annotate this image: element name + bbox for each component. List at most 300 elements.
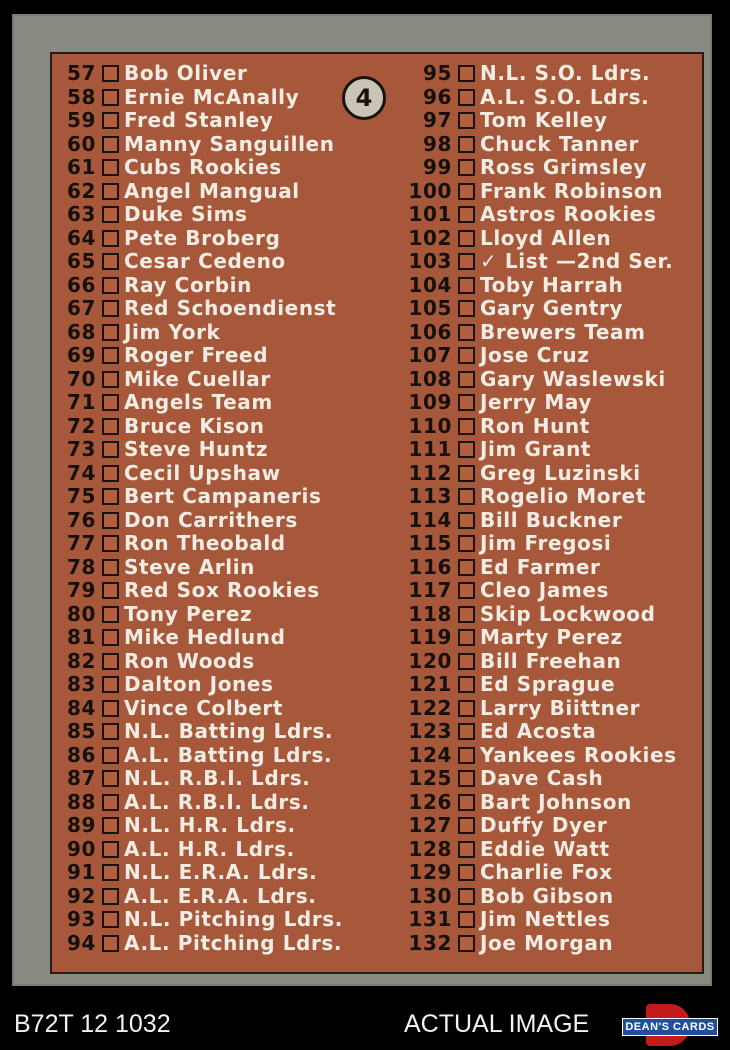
- checklist-row: [400, 227, 700, 251]
- card-number: 61: [66, 155, 96, 179]
- checklist-row: [56, 321, 376, 345]
- player-name: Ron Theobald: [124, 531, 286, 555]
- checkbox[interactable]: [102, 324, 119, 341]
- card-number: 66: [66, 272, 96, 297]
- checkbox[interactable]: [458, 183, 475, 200]
- checkbox[interactable]: [458, 935, 475, 952]
- card-number: 107: [408, 343, 452, 367]
- checkbox[interactable]: [102, 347, 119, 364]
- checklist-left-column: [56, 62, 376, 955]
- checkbox[interactable]: [458, 911, 475, 928]
- checkbox[interactable]: [458, 465, 475, 482]
- card-number: 100: [408, 178, 452, 203]
- card-number: 71: [66, 390, 96, 414]
- card-number: 74: [66, 460, 96, 485]
- player-name: Duffy Dyer: [480, 813, 608, 837]
- player-name: Bob Gibson: [480, 883, 614, 908]
- player-name: Bill Freehan: [480, 648, 622, 673]
- card-number: 118: [408, 601, 452, 626]
- player-name: Eddie Watt: [480, 836, 610, 861]
- card-number: 68: [66, 319, 96, 344]
- player-name: Gary Waslewski: [480, 366, 666, 391]
- card-number: 77: [66, 531, 96, 555]
- player-name: N.L. E.R.A. Ldrs.: [124, 860, 318, 884]
- checklist-row: [56, 814, 376, 838]
- checklist-panel: [50, 52, 704, 974]
- checkbox[interactable]: [102, 277, 119, 294]
- checkbox[interactable]: [458, 277, 475, 294]
- player-name: A.L. Pitching Ldrs.: [124, 930, 343, 955]
- player-name: Ron Woods: [124, 648, 255, 673]
- checkbox[interactable]: [102, 653, 119, 670]
- player-name: Chuck Tanner: [480, 131, 639, 156]
- checklist-row: [56, 908, 376, 932]
- card-number: 103: [408, 249, 452, 273]
- checklist-row: [56, 697, 376, 721]
- card-number: 97: [422, 108, 452, 132]
- player-name: Don Carrithers: [124, 507, 298, 532]
- card-number: 108: [408, 366, 452, 391]
- player-name: N.L. Batting Ldrs.: [124, 719, 334, 743]
- checklist-row: [400, 133, 700, 157]
- checklist-row: [56, 744, 376, 768]
- checklist-row: [56, 227, 376, 251]
- checklist-number-badge: 4: [342, 76, 386, 120]
- checklist-row: [400, 744, 700, 768]
- player-name: Angel Mangual: [124, 178, 300, 203]
- checkbox[interactable]: [102, 747, 119, 764]
- card-number: 96: [422, 84, 452, 109]
- checkbox[interactable]: [458, 700, 475, 717]
- player-name: Jose Cruz: [480, 343, 590, 367]
- checkbox[interactable]: [102, 300, 119, 317]
- player-name: Marty Perez: [480, 625, 623, 649]
- card-number: 88: [66, 789, 96, 814]
- card-number: 67: [66, 296, 96, 320]
- card-number: 64: [66, 225, 96, 250]
- card-number: 84: [66, 695, 96, 720]
- checkbox[interactable]: [102, 864, 119, 881]
- checklist-row: [400, 861, 700, 885]
- checklist-row: [56, 462, 376, 486]
- checklist-row: [56, 932, 376, 956]
- card-number: 86: [66, 742, 96, 767]
- player-name: Fred Stanley: [124, 108, 274, 132]
- checkbox[interactable]: [102, 112, 119, 129]
- checkbox[interactable]: [458, 653, 475, 670]
- player-name: Bob Oliver: [124, 61, 248, 85]
- card-number: 127: [408, 813, 452, 837]
- checklist-row: [400, 344, 700, 368]
- card-number: 83: [66, 672, 96, 696]
- checkbox[interactable]: [102, 582, 119, 599]
- player-name: Ed Acosta: [480, 719, 597, 743]
- card-number: 93: [66, 907, 96, 931]
- card-number: 130: [408, 883, 452, 908]
- checkbox[interactable]: [458, 582, 475, 599]
- player-name: Jim Nettles: [480, 907, 611, 931]
- checklist-row: [400, 532, 700, 556]
- checklist-row: [400, 603, 700, 627]
- player-name: Angels Team: [124, 390, 273, 414]
- checklist-row: [400, 908, 700, 932]
- player-name: Ross Grimsley: [480, 155, 648, 179]
- player-name: Jim Fregosi: [480, 531, 612, 555]
- checkbox[interactable]: [458, 888, 475, 905]
- player-name: Larry Biittner: [480, 695, 641, 720]
- card-number: 105: [408, 296, 452, 320]
- checklist-row: [56, 62, 376, 86]
- checkbox[interactable]: [458, 559, 475, 576]
- card-number: 98: [422, 131, 452, 156]
- checklist-row: [400, 485, 700, 509]
- checklist-row: [400, 556, 700, 580]
- actual-image-label: ACTUAL IMAGE: [404, 1010, 590, 1038]
- player-name: Joe Morgan: [480, 930, 614, 955]
- card-number: 126: [408, 789, 452, 814]
- checkbox[interactable]: [102, 253, 119, 270]
- player-name: Rogelio Moret: [480, 484, 646, 508]
- player-name: Mike Hedlund: [124, 625, 286, 649]
- checkbox[interactable]: [458, 300, 475, 317]
- checklist-row: [56, 532, 376, 556]
- card-number: 91: [66, 860, 96, 884]
- checkbox[interactable]: [458, 535, 475, 552]
- card-number: 106: [408, 319, 452, 344]
- checklist-row: [400, 415, 700, 439]
- checkbox[interactable]: [458, 441, 475, 458]
- card-number: 123: [408, 719, 452, 743]
- player-name: A.L. E.R.A. Ldrs.: [124, 883, 317, 908]
- player-name: Tom Kelley: [480, 108, 608, 132]
- checkbox[interactable]: [102, 65, 119, 82]
- player-name: Astros Rookies: [480, 202, 657, 226]
- checkbox[interactable]: [102, 418, 119, 435]
- checkbox[interactable]: [458, 723, 475, 740]
- checklist-row: [400, 673, 700, 697]
- checkbox[interactable]: [102, 559, 119, 576]
- player-name: Skip Lockwood: [480, 601, 656, 626]
- checkbox[interactable]: [102, 159, 119, 176]
- card-number: 89: [66, 813, 96, 837]
- checklist-row: [400, 720, 700, 744]
- card-number: 85: [66, 719, 96, 743]
- checkbox[interactable]: [102, 394, 119, 411]
- card-number: 72: [66, 413, 96, 438]
- checkbox[interactable]: [458, 159, 475, 176]
- player-name: Yankees Rookies: [480, 742, 677, 767]
- player-name: Bart Johnson: [480, 789, 632, 814]
- checklist-row: [56, 767, 376, 791]
- checklist-row: [56, 509, 376, 533]
- checklist-row: [56, 297, 376, 321]
- card-number: 114: [408, 507, 452, 532]
- player-name: A.L. S.O. Ldrs.: [480, 84, 650, 109]
- checkbox[interactable]: [458, 841, 475, 858]
- checklist-row: [56, 203, 376, 227]
- checklist-row: [56, 344, 376, 368]
- card-number: 92: [66, 883, 96, 908]
- checklist-card: [12, 14, 712, 986]
- checkbox[interactable]: [458, 512, 475, 529]
- checkbox[interactable]: [458, 747, 475, 764]
- checklist-row: [56, 673, 376, 697]
- checklist-row: [400, 462, 700, 486]
- checklist-row: [400, 368, 700, 392]
- checkbox[interactable]: [102, 183, 119, 200]
- checklist-row: [400, 391, 700, 415]
- checkbox[interactable]: [458, 864, 475, 881]
- card-number: 63: [66, 202, 96, 226]
- card-number: 58: [66, 84, 96, 109]
- card-number: 125: [408, 766, 452, 790]
- card-number: 82: [66, 648, 96, 673]
- card-number: 122: [408, 695, 452, 720]
- checklist-row: [56, 603, 376, 627]
- checkbox[interactable]: [102, 700, 119, 717]
- checklist-row: [56, 86, 376, 110]
- card-number: 132: [408, 930, 452, 955]
- checkbox[interactable]: [102, 935, 119, 952]
- checklist-row: [400, 109, 700, 133]
- player-name: N.L. H.R. Ldrs.: [124, 813, 296, 837]
- checklist-row: [56, 861, 376, 885]
- card-number: 111: [408, 437, 452, 461]
- player-name: Bert Campaneris: [124, 484, 322, 508]
- card-number: 57: [66, 61, 96, 85]
- checklist-row: [56, 791, 376, 815]
- checklist-row: [56, 885, 376, 909]
- checkbox[interactable]: [102, 676, 119, 693]
- card-number: 129: [408, 860, 452, 884]
- checklist-row: [56, 180, 376, 204]
- checklist-row: [56, 133, 376, 157]
- player-name: A.L. R.B.I. Ldrs.: [124, 789, 310, 814]
- checkbox[interactable]: [458, 606, 475, 623]
- checklist-row: [56, 250, 376, 274]
- checklist-row: [400, 650, 700, 674]
- player-name: Ed Sprague: [480, 672, 616, 696]
- card-number: 60: [66, 131, 96, 156]
- checklist-row: [56, 415, 376, 439]
- checklist-row: [56, 109, 376, 133]
- checklist-row: [400, 156, 700, 180]
- checkbox[interactable]: [458, 676, 475, 693]
- checkbox[interactable]: [102, 911, 119, 928]
- checklist-row: [56, 556, 376, 580]
- card-number: 80: [66, 601, 96, 626]
- checkbox[interactable]: [102, 770, 119, 787]
- player-name: Jim York: [124, 319, 221, 344]
- player-name: Ed Farmer: [480, 554, 601, 579]
- card-number: 65: [66, 249, 96, 273]
- checklist-row: [56, 438, 376, 462]
- checkbox[interactable]: [102, 206, 119, 223]
- checkbox[interactable]: [102, 136, 119, 153]
- checkbox[interactable]: [458, 817, 475, 834]
- card-number: 115: [408, 531, 452, 555]
- player-name: A.L. Batting Ldrs.: [124, 742, 333, 767]
- player-name: A.L. H.R. Ldrs.: [124, 836, 295, 861]
- checklist-row: [56, 838, 376, 862]
- card-number: 112: [408, 460, 452, 485]
- player-name: Jerry May: [480, 390, 592, 414]
- checklist-row: [400, 814, 700, 838]
- checkbox[interactable]: [102, 723, 119, 740]
- card-number: 69: [66, 343, 96, 367]
- checkbox[interactable]: [458, 112, 475, 129]
- checklist-row: [400, 438, 700, 462]
- card-number: 95: [422, 61, 452, 85]
- card-number: 90: [66, 836, 96, 861]
- player-name: Steve Arlin: [124, 554, 255, 579]
- checklist-row: [400, 626, 700, 650]
- card-number: 70: [66, 366, 96, 391]
- checklist-row: [400, 509, 700, 533]
- checklist-row: [400, 62, 700, 86]
- player-name: Cubs Rookies: [124, 155, 282, 179]
- checklist-row: [400, 885, 700, 909]
- player-name: Dalton Jones: [124, 672, 274, 696]
- card-number: 99: [422, 155, 452, 179]
- checkbox[interactable]: [458, 371, 475, 388]
- player-name: N.L. R.B.I. Ldrs.: [124, 766, 311, 790]
- player-name: ✓ List —2nd Ser.: [480, 249, 674, 273]
- checklist-row: [400, 697, 700, 721]
- checklist-row: [400, 791, 700, 815]
- card-number: 79: [66, 578, 96, 602]
- player-name: Ron Hunt: [480, 413, 590, 438]
- checkbox[interactable]: [102, 794, 119, 811]
- checkbox[interactable]: [458, 253, 475, 270]
- card-number: 116: [408, 554, 452, 579]
- player-name: N.L. Pitching Ldrs.: [124, 907, 344, 931]
- player-name: Frank Robinson: [480, 178, 664, 203]
- player-name: Cesar Cedeno: [124, 249, 286, 273]
- checklist-row: [56, 650, 376, 674]
- player-name: Toby Harrah: [480, 272, 624, 297]
- checklist-row: [400, 203, 700, 227]
- checkbox[interactable]: [458, 418, 475, 435]
- checkbox[interactable]: [458, 324, 475, 341]
- card-number: 128: [408, 836, 452, 861]
- checkbox[interactable]: [102, 371, 119, 388]
- card-number: 124: [408, 742, 452, 767]
- player-name: Red Sox Rookies: [124, 578, 320, 602]
- card-number: 110: [408, 413, 452, 438]
- player-name: Mike Cuellar: [124, 366, 271, 391]
- checkbox[interactable]: [458, 136, 475, 153]
- checkbox[interactable]: [102, 888, 119, 905]
- player-name: Bill Buckner: [480, 507, 623, 532]
- checkbox[interactable]: [102, 817, 119, 834]
- checklist-row: [400, 838, 700, 862]
- checkbox[interactable]: [102, 488, 119, 505]
- checkbox[interactable]: [102, 535, 119, 552]
- card-number: 81: [66, 625, 96, 649]
- player-name: Lloyd Allen: [480, 225, 612, 250]
- player-name: Red Schoendienst: [124, 296, 337, 320]
- checkbox[interactable]: [458, 394, 475, 411]
- player-name: Gary Gentry: [480, 296, 624, 320]
- checkbox[interactable]: [102, 465, 119, 482]
- checklist-row: [56, 274, 376, 298]
- player-name: Ernie McAnally: [124, 84, 300, 109]
- card-number: 87: [66, 766, 96, 790]
- checkbox[interactable]: [102, 441, 119, 458]
- checklist-row: [56, 720, 376, 744]
- card-number: 62: [66, 178, 96, 203]
- player-name: Duke Sims: [124, 202, 248, 226]
- player-name: Jim Grant: [480, 437, 592, 461]
- card-number: 101: [408, 202, 452, 226]
- player-name: Roger Freed: [124, 343, 269, 367]
- card-number: 104: [408, 272, 452, 297]
- player-name: Charlie Fox: [480, 860, 613, 884]
- checklist-right-column: [400, 62, 700, 955]
- checkbox[interactable]: [458, 65, 475, 82]
- card-number: 117: [408, 578, 452, 602]
- checkbox[interactable]: [102, 230, 119, 247]
- checklist-row: [400, 274, 700, 298]
- sku-label: B72T 12 1032: [14, 1010, 171, 1038]
- player-name: Tony Perez: [124, 601, 253, 626]
- checkbox[interactable]: [458, 488, 475, 505]
- checkbox[interactable]: [102, 512, 119, 529]
- checklist-row: [400, 297, 700, 321]
- player-name: Manny Sanguillen: [124, 131, 335, 156]
- checklist-row: [56, 626, 376, 650]
- player-name: Cecil Upshaw: [124, 460, 281, 485]
- checkbox[interactable]: [458, 89, 475, 106]
- checkbox[interactable]: [102, 841, 119, 858]
- card-number: 113: [408, 484, 452, 508]
- checklist-row: [400, 579, 700, 603]
- checklist-row: [400, 180, 700, 204]
- checkbox[interactable]: [102, 606, 119, 623]
- checkbox[interactable]: [458, 347, 475, 364]
- player-name: Bruce Kison: [124, 413, 265, 438]
- checklist-row: [400, 250, 700, 274]
- card-number: 120: [408, 648, 452, 673]
- checkbox[interactable]: [458, 629, 475, 646]
- card-number: 131: [408, 907, 452, 931]
- checklist-row: [400, 86, 700, 110]
- checklist-row: [400, 321, 700, 345]
- checklist-row: [56, 391, 376, 415]
- player-name: Steve Huntz: [124, 437, 269, 461]
- checkbox[interactable]: [458, 206, 475, 223]
- card-number: 109: [408, 390, 452, 414]
- checkbox[interactable]: [458, 770, 475, 787]
- checkbox[interactable]: [458, 230, 475, 247]
- card-number: 102: [408, 225, 452, 250]
- checklist-row: [400, 932, 700, 956]
- card-number: 119: [408, 625, 452, 649]
- player-name: Greg Luzinski: [480, 460, 641, 485]
- checkbox[interactable]: [102, 89, 119, 106]
- checkbox[interactable]: [458, 794, 475, 811]
- player-name: Vince Colbert: [124, 695, 283, 720]
- card-number: 121: [408, 672, 452, 696]
- player-name: Cleo James: [480, 578, 610, 602]
- card-number: 94: [66, 930, 96, 955]
- checkbox[interactable]: [102, 629, 119, 646]
- player-name: Dave Cash: [480, 766, 604, 790]
- logo-text: DEAN'S CARDS: [622, 1018, 718, 1036]
- player-name: Pete Broberg: [124, 225, 281, 250]
- deans-cards-logo: [622, 1004, 718, 1046]
